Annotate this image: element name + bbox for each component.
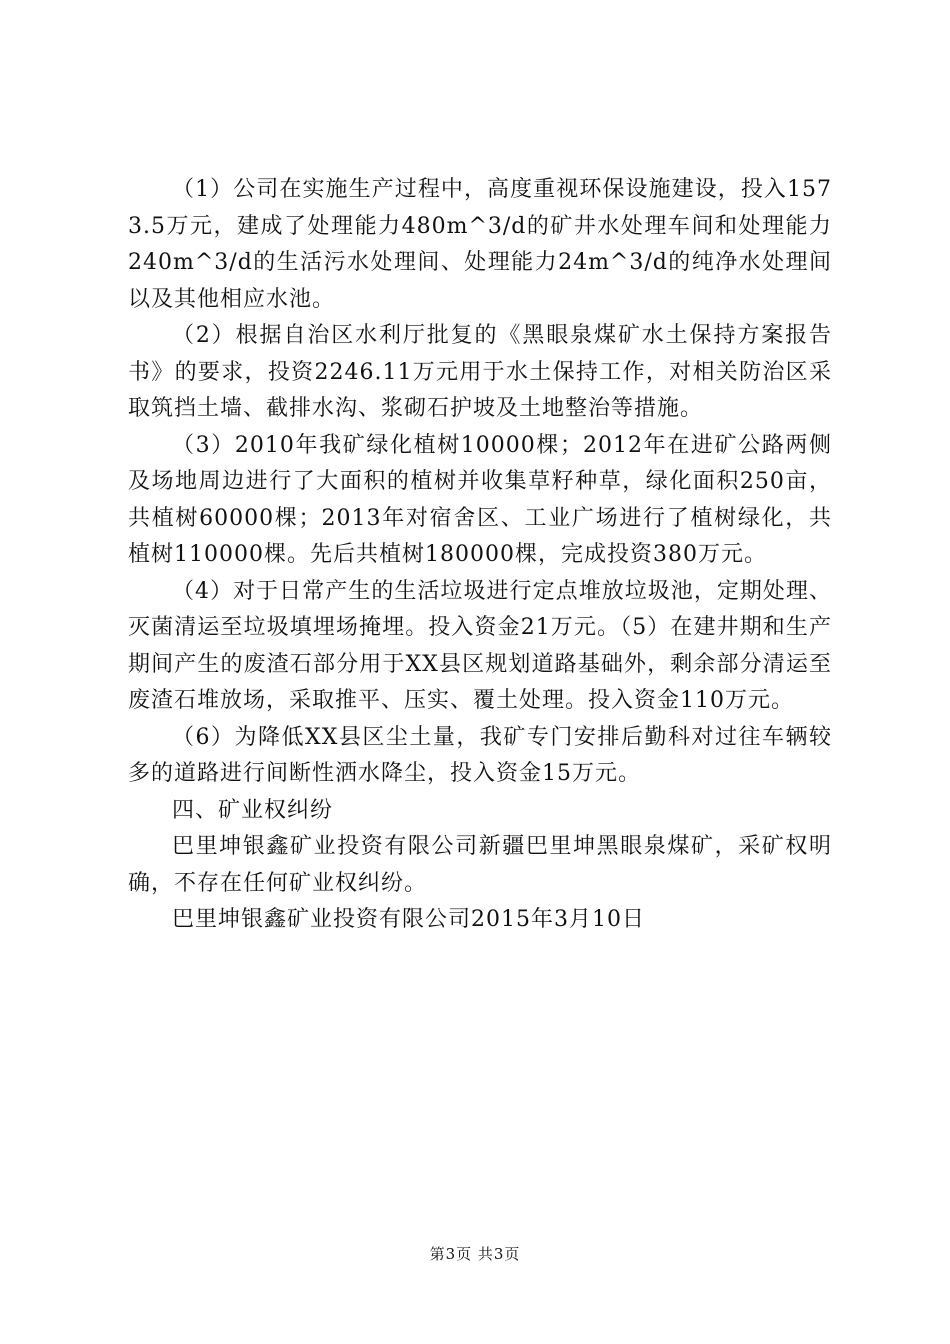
document-body <box>128 172 832 939</box>
paragraph-environmental-facilities: （1）公司在实施生产过程中，高度重视环保设施建设，投入1573.5万元，建成了处理能力480m^3/d的矿井水处理车间和处理能力240m^3/d的生活污水处理间、处理能力24m^3/d的纯净水处理间以及其他相应水池。 <box>128 177 832 312</box>
paragraph-mining-rights-statement: 巴里坤银鑫矿业投资有限公司新疆巴里坤黑眼泉煤矿，采矿权明确，不存在任何矿业权纠纷。 <box>128 834 832 896</box>
paragraph-soil-conservation: （2）根据自治区水利厅批复的《黑眼泉煤矿水土保持方案报告书》的要求，投资2246.11万元用于水土保持工作，对相关防治区采取筑挡土墙、截排水沟、浆砌石护坡及土地整治等措施。 <box>128 323 832 421</box>
paragraph-tree-planting: （3）2010年我矿绿化植树10000棵；2012年在进矿公路两侧及场地周边进行了大面积的植树并收集草籽种草，绿化面积250亩，共植树60000棵；2013年对宿舍区、工业广场进行了植树绿化，共植树110000棵。先后共植树180000棵，完成投资380万元。 <box>128 432 832 567</box>
page-footer: 第3页 共3页 <box>429 1245 521 1263</box>
section-heading-mining-rights: 四、矿业权纠纷 <box>172 797 334 823</box>
signature-line: 巴里坤银鑫矿业投资有限公司2015年3月10日 <box>172 907 645 932</box>
paragraph-waste-disposal: （4）对于日常产生的生活垃圾进行定点堆放垃圾池，定期处理、灭菌清运至垃圾填埋场掩埋。投入资金21万元。（5）在建井期和生产期间产生的废渣石部分用于XX县区规划道路基础外，剩余部分清运至废渣石堆放场，采取推平、压实、覆土处理。投入资金110万元。 <box>128 578 832 713</box>
paragraph-dust-control: （6）为降低XX县区尘土量，我矿专门安排后勤科对过往车辆较多的道路进行间断性洒水降尘，投入资金15万元。 <box>128 724 832 786</box>
